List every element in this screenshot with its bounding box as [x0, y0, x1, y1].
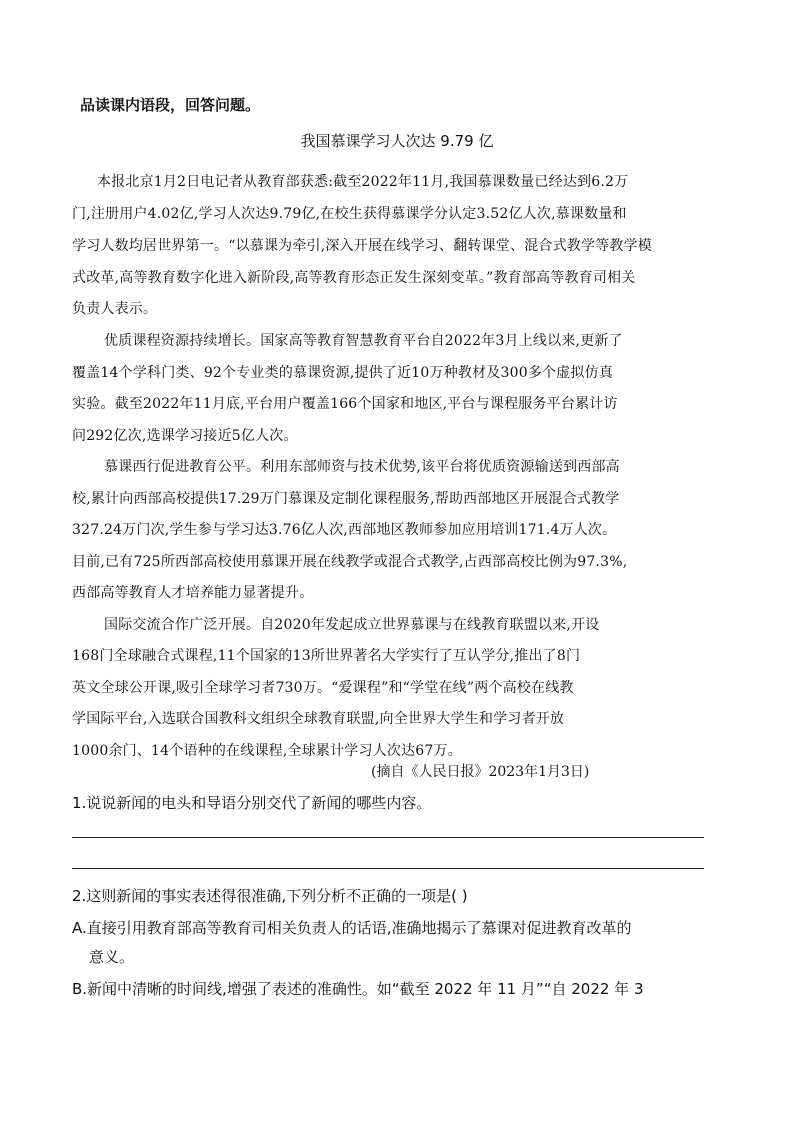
paragraph-2-line-3: 实验。截至2022年11月底,平台用户覆盖166个国家和地区,平台与课程服务平台累计访: [72, 396, 618, 412]
option-b: B.新闻中清晰的时间线,增强了表述的准确性。如“截至 2022 年 11 月”“自 2022 年 3: [72, 980, 644, 998]
paragraph-1-line-3: 学习人数均居世界第一。“以慕课为牵引,深入开展在线学习、翻转课堂、混合式教学等教学模: [72, 238, 653, 254]
answer-line-1[interactable]: [72, 837, 704, 838]
paragraph-1-line-4: 式改革,高等教育数字化进入新阶段,高等教育形态正发生深刻变革。”教育部高等教育司相关: [72, 270, 636, 286]
paragraph-3-line-5: 西部高等教育人才培养能力显著提升。: [72, 585, 314, 601]
paragraph-3-line-2: 校,累计向西部高校提供17.29万门慕课及定制化课程服务,帮助西部地区开展混合式教学: [72, 491, 620, 507]
paragraph-4-line-3: 英文全球公开课,吸引全球学习者730万。“爱课程”和“学堂在线”两个高校在线教: [72, 680, 574, 696]
paragraph-4-line-2: 168门全球融合式课程,11个国家的13所世界著名大学实行了互认学分,推出了8门: [72, 648, 581, 664]
paragraph-1-line-1: 本报北京1月2日电记者从教育部获悉:截至2022年11月,我国慕课数量已经达到6.2万: [97, 174, 629, 190]
question-1: 1.说说新闻的电头和导语分别交代了新闻的哪些内容。: [72, 794, 432, 812]
article-title: 我国慕课学习人次达 9.79 亿: [300, 132, 494, 150]
paragraph-2-line-4: 问292亿次,选课学习接近5亿人次。: [72, 428, 298, 444]
question-2: 2.这则新闻的事实表述得很准确,下列分析不正确的一项是( ): [72, 887, 468, 905]
paragraph-4-line-1: 国际交流合作广泛开展。自2020年发起成立世界慕课与在线教育联盟以来,开设: [104, 617, 600, 633]
paragraph-4-line-4: 学国际平台,入选联合国教科文组织全球教育联盟,向全世界大学生和学习者开放: [72, 711, 565, 727]
paragraph-1-line-2: 门,注册用户4.02亿,学习人次达9.79亿,在校生获得慕课学分认定3.52亿人次,慕课数量和: [72, 206, 627, 222]
option-a-continued: 意义。: [89, 948, 135, 966]
paragraph-2-line-2: 覆盖14个学科门类、92个专业类的慕课资源,提供了近10万种教材及300多个虚拟仿真: [72, 365, 614, 381]
paragraph-3-line-4: 目前,已有725所西部高校使用慕课开展在线教学或混合式教学,占西部高校比例为97.3%,: [72, 554, 628, 570]
paragraph-3-line-1: 慕课西行促进教育公平。利用东部师资与技术优势,该平台将优质资源输送到西部高: [104, 459, 620, 475]
paragraph-4-line-5: 1000余门、14个语种的在线课程,全球累计学习人次达67万。: [72, 743, 462, 759]
answer-line-2[interactable]: [72, 868, 704, 869]
article-source: (摘自《人民日报》2023年1月3日): [371, 764, 590, 780]
section-heading: 品读课内语段，回答问题。: [80, 96, 261, 114]
paragraph-1-line-5: 负责人表示。: [72, 301, 158, 317]
option-a: A.直接引用教育部高等教育司相关负责人的话语,准确地揭示了慕课对促进教育改革的: [72, 919, 632, 937]
paragraph-2-line-1: 优质课程资源持续增长。国家高等教育智慧教育平台自2022年3月上线以来,更新了: [104, 333, 623, 349]
paragraph-3-line-3: 327.24万门次,学生参与学习达3.76亿人次,西部地区教师参加应用培训171.4万人次。: [72, 522, 617, 538]
